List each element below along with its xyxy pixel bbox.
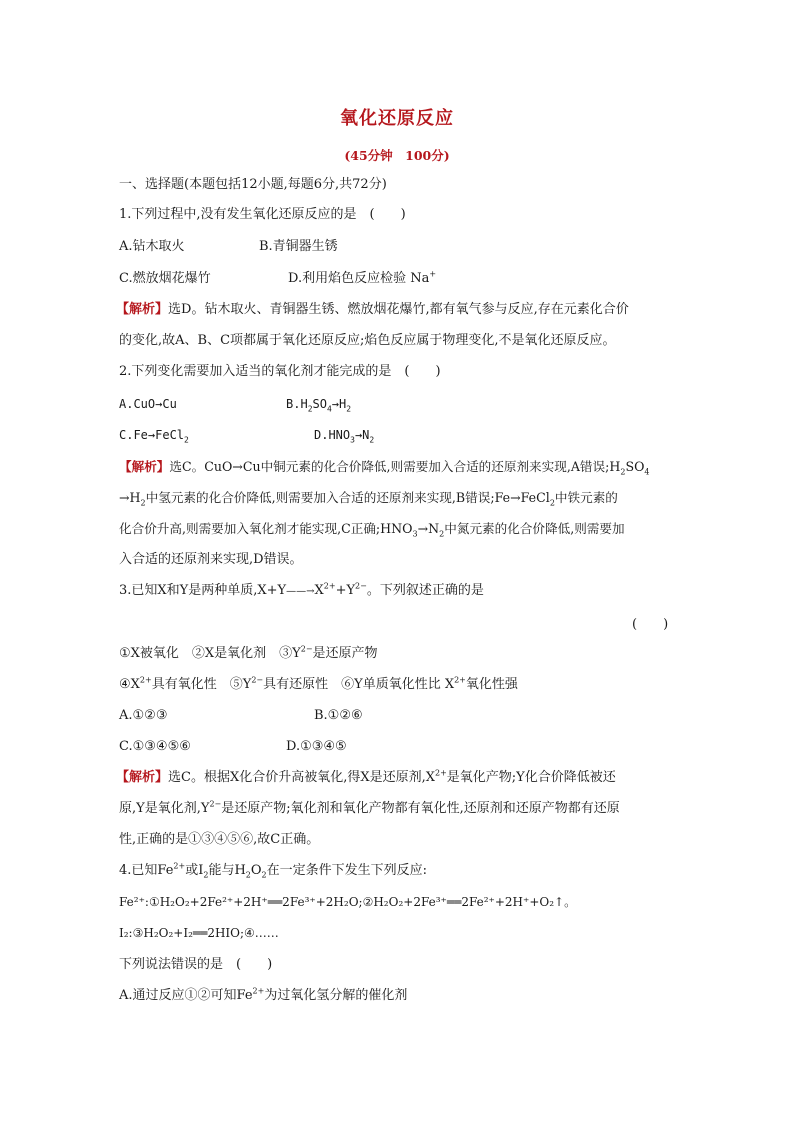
q1-option-d: D.利用焰色反应检验 Na+ [288,269,437,286]
analysis-tag: 【解析】 [116,770,169,785]
q3-explanation-line3: 性,正确的是①③④⑤⑥,故C正确。 [119,832,320,847]
q1-explanation-line2: 的变化,故A、B、C项都属于氧化还原反应;焰色反应属于物理变化,不是氧化还原反应。 [119,333,616,348]
section-heading: 一、选择题(本题包括12小题,每题6分,共72分) [119,177,387,192]
q1-explanation-line1: 【解析】选D。钻木取火、青铜器生锈、燃放烟花爆竹,都有氧气参与反应,存在元素化合价 [116,302,629,317]
q4-option-a: A.通过反应①②可知$Fe^{2+}$为过氧化氢分解的催化剂 [119,986,408,1003]
q1-option-c: C.燃放烟花爆竹 [119,271,211,286]
page-subtitle: (45分钟 100分) [344,148,450,163]
q3-answer-paren: ( ) [632,617,669,632]
q2-explanation-line3: 化合价升高,则需要加入氧化剂才能实现,C正确$;HNO_3\to N_2$中氮元素的化合价降低,则需要加 [119,521,625,539]
q2-option-b: $B.H_2SO_4\to H_2$ [286,397,352,414]
q3-option-c: C.①③④⑤⑥ [119,739,191,754]
q1-stem: 1.下列过程中,没有发生氧化还原反应的是 ( ) [119,207,406,222]
q2-option-d: $D.HNO_3\to N_2$ [314,428,375,445]
q3-explanation-line1: 【解析】选C。根据X化合价升高被氧化,得X是还原剂$,X^{2+}$是氧化产物;Y化合价降低被还 [116,768,616,785]
q2-stem: 2.下列变化需要加入适当的氧化剂才能完成的是 ( ) [119,364,441,379]
q3-option-b: B.①②⑥ [314,708,363,723]
q2-explanation-line1: 【解析】选C。CuO→Cu中铜元素的化合价降低,则需要加入合适的还原剂来实现,A错误$;H_2SO_4$ [119,459,650,477]
q3-explanation-line2: 原,Y是氧化剂$,Y^{2-}$是还原产物;氧化剂和氧化产物都有氧化性,还原剂和还原产物都有还原 [119,799,620,816]
q2-option-a: A.CuO→Cu [119,397,177,411]
q3-statements-2: $④X^{2+}$具有氧化性 $⑤Y^{2-}$具有还原性 ⑥Y单质氧化性比 $X^{2+}$氧化性强 [119,675,518,692]
q3-option-a: A.①②③ [119,708,168,723]
q1-option-a: A.钻木取火 [119,239,185,254]
analysis-tag: 【解析】 [116,302,169,317]
analysis-tag: 【解析】 [119,459,170,474]
q4-stem: 4.已知$Fe^{2+}$或$I_2$能与$H_2O_2$在一定条件下发生下列反应: [119,861,428,880]
q3-statements-1: ①X被氧化 ②X是氧化剂 $③Y^{2-}$是还原产物 [119,644,378,661]
q3-stem: 3.已知X和Y是两种单质$,X+Y——\to X^{2+}+Y^{2-}$。下列叙述正确的是 [119,581,484,598]
q1-option-b: B.青铜器生锈 [259,239,338,254]
page-title: 氧化还原反应 [340,108,454,129]
q4-reaction-i2: I₂:③H₂O₂+I₂══2HIO;④…… [119,926,279,940]
q2-option-c: C.Fe→FeCl$_2$ [119,428,189,445]
q2-explanation-line2: $\to H_2$中氢元素的化合价降低,则需要加入合适的还原剂来实现,B错误;Fe→FeCl$_2$中铁元素的 [119,490,618,508]
q4-ask: 下列说法错误的是 ( ) [119,957,273,972]
q3-option-d: D.①③④⑤ [286,739,347,754]
q2-explanation-line4: 入合适的还原剂来实现,D错误。 [119,552,303,567]
q4-reaction-fe: Fe²⁺:①H₂O₂+2Fe²⁺+2H⁺══2Fe³⁺+2H₂O;②H₂O₂+2Fe³⁺══2Fe²⁺+2H⁺+O₂↑。 [119,895,577,909]
